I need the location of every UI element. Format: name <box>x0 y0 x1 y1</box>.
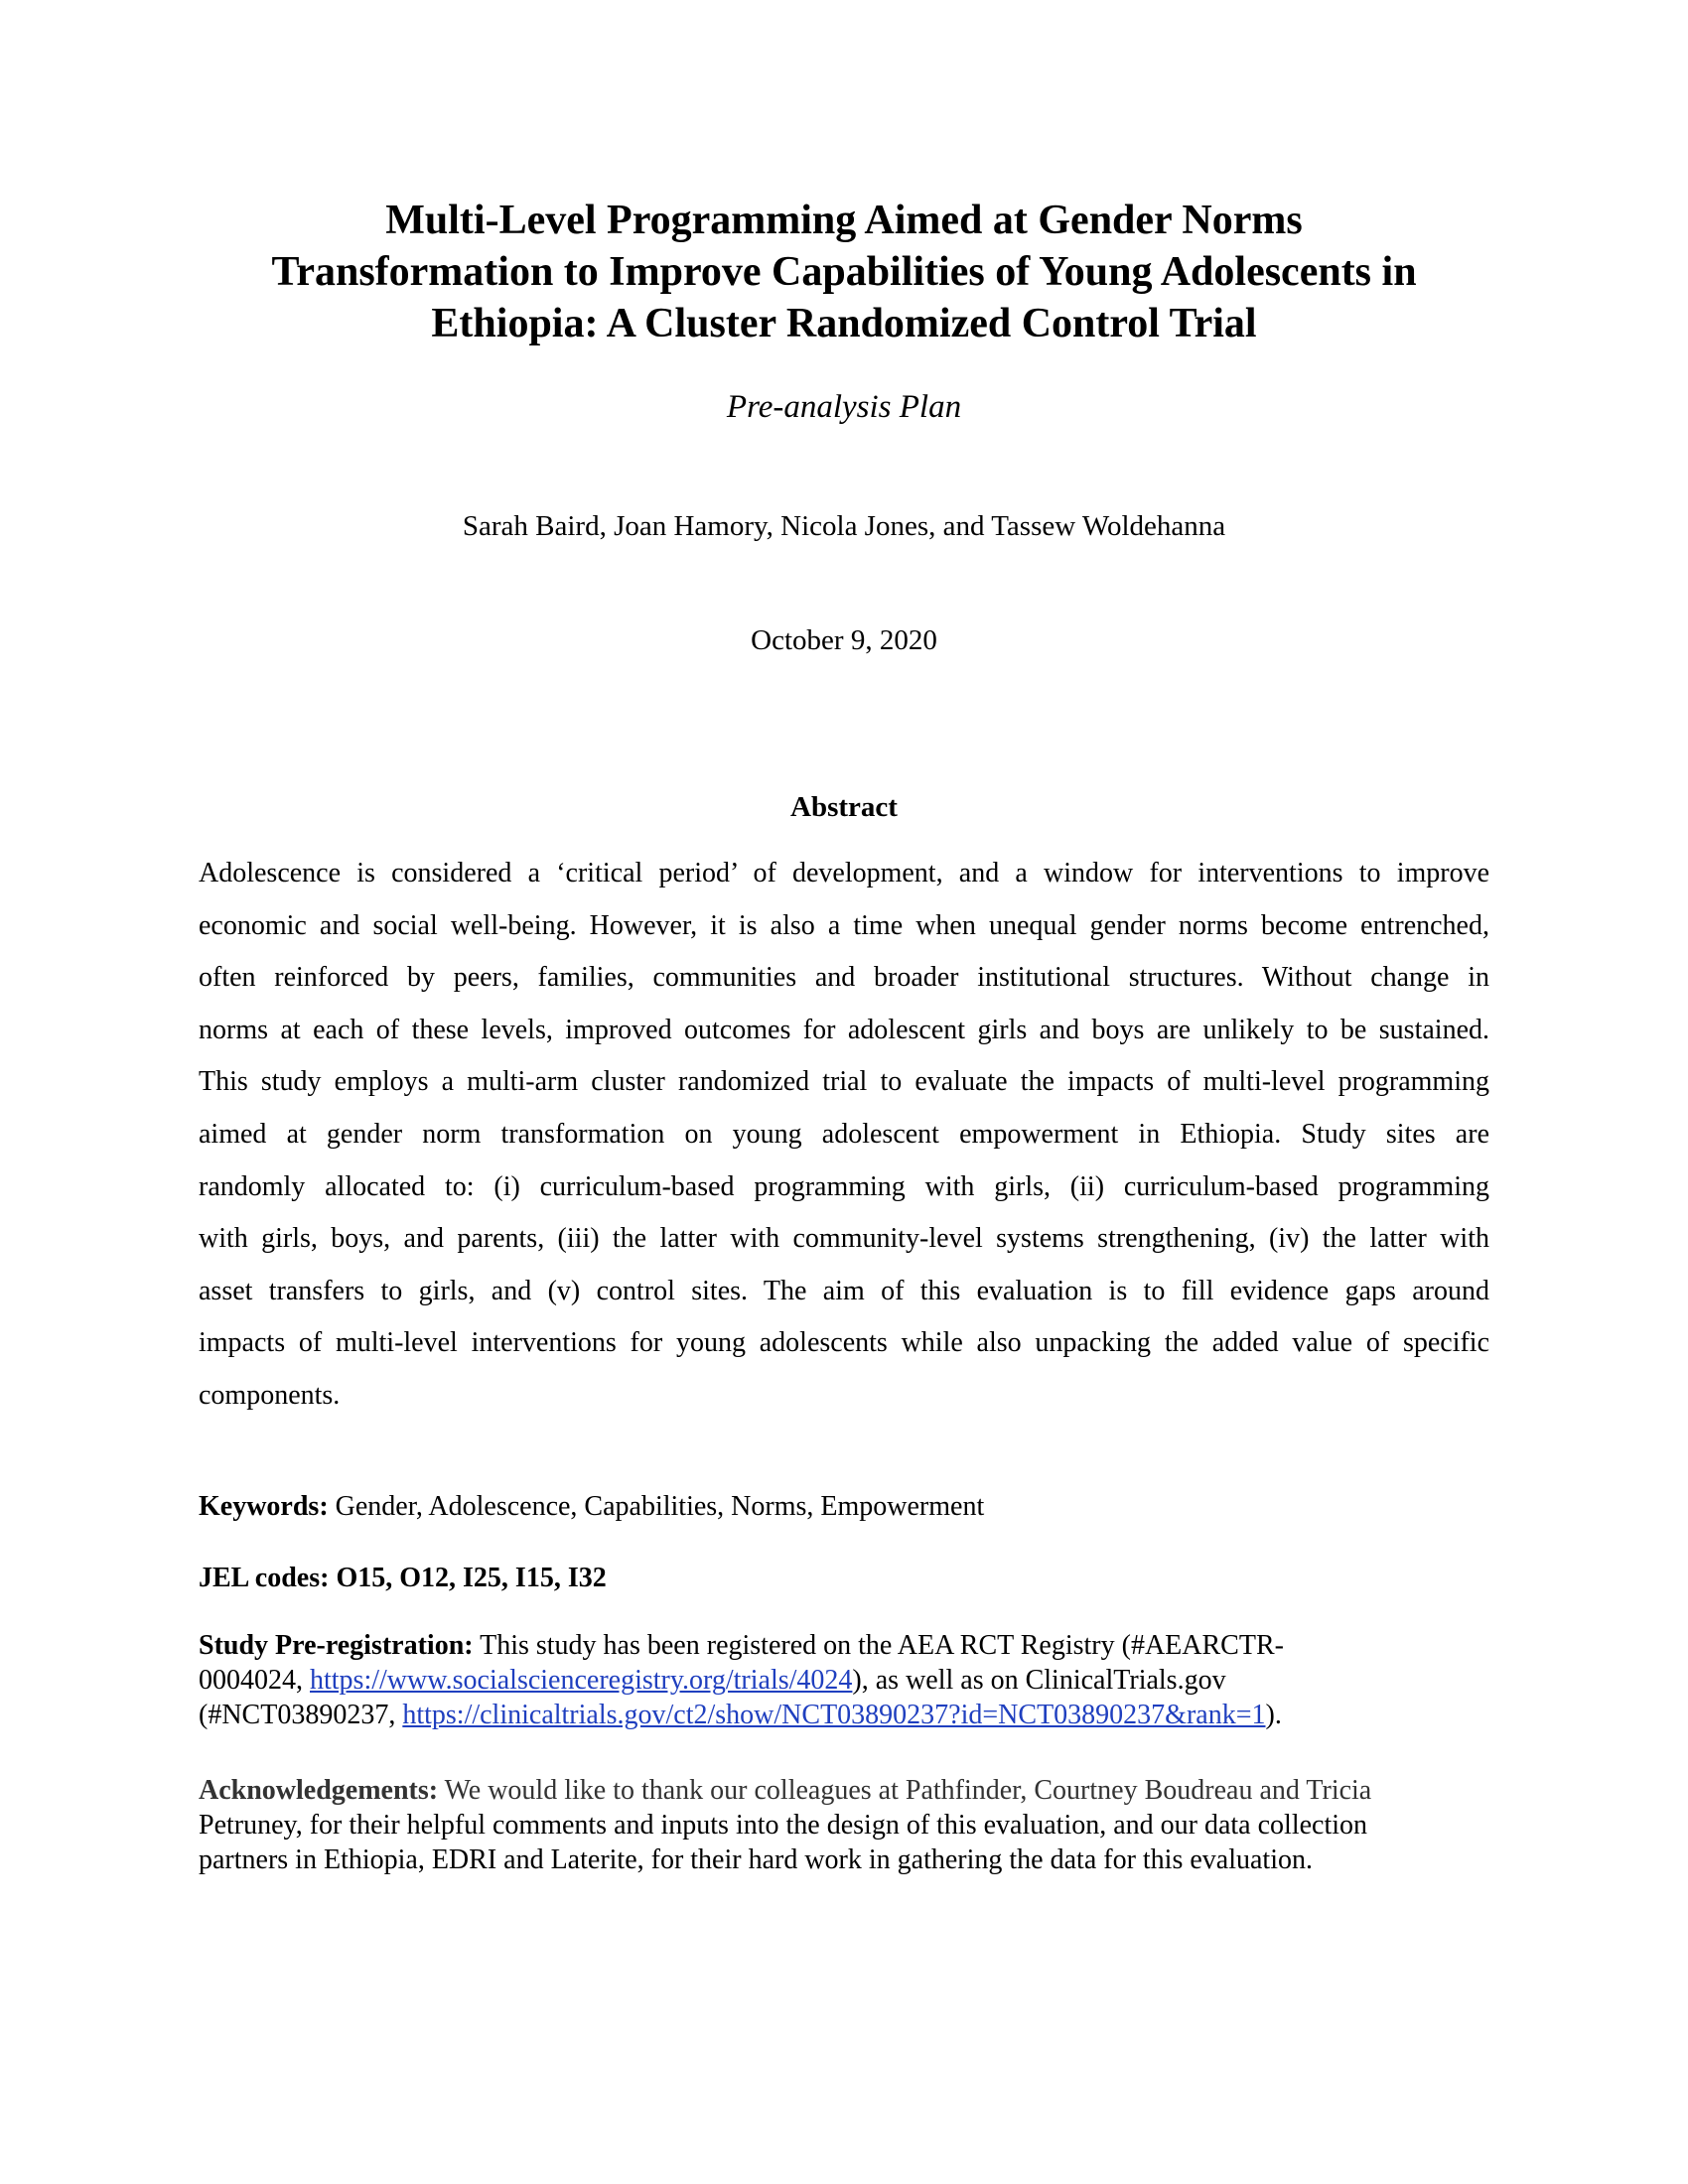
prereg-line-2 <box>199 1663 1489 1698</box>
ack-text: We would like to thank our colleagues at Pathfinder, Courtney Boudreau and Tricia <box>438 1775 1372 1806</box>
abstract-line: This study employs a multi-arm cluster randomized trial to evaluate the impacts of multi-level programming <box>199 1066 1489 1098</box>
jel-value: O15, O12, I25, I15, I32 <box>336 1563 607 1593</box>
acknowledgements-section <box>199 1773 1489 1877</box>
prereg-label: Study Pre-registration: <box>199 1630 474 1661</box>
paper-title <box>199 195 1489 349</box>
ack-line-3: partners in Ethiopia, EDRI and Laterite, for their hard work in gathering the data for this evaluation. <box>199 1844 1313 1875</box>
paper-subtitle: Pre-analysis Plan <box>726 389 962 425</box>
abstract-line: components. <box>199 1379 341 1411</box>
abstract-line: asset transfers to girls, and (v) control sites. The aim of this evaluation is to fill evidence gaps around <box>199 1275 1489 1306</box>
jel-label: JEL codes: <box>199 1563 337 1593</box>
jel-codes-section <box>199 1561 1489 1596</box>
abstract-body <box>199 848 1489 1423</box>
title-line-1: Multi-Level Programming Aimed at Gender Norms <box>385 198 1303 243</box>
keywords-section <box>199 1489 1489 1525</box>
keywords-value: Gender, Adolescence, Capabilities, Norms, Empowerment <box>328 1491 985 1522</box>
prereg-line-1 <box>199 1628 1489 1663</box>
prereg-text: (#NCT03890237, <box>199 1700 403 1730</box>
title-line-2: Transformation to Improve Capabilities of Young Adolescents in <box>271 249 1417 295</box>
abstract-line: Adolescence is considered a ‘critical period’ of development, and a window for interventions to improve <box>199 858 1489 888</box>
ack-line-2: Petruney, for their helpful comments and inputs into the design of this evaluation, and our data collection <box>199 1810 1368 1841</box>
abstract-line: aimed at gender norm transformation on young adolescent empowerment in Ethiopia. Study sites are <box>199 1118 1489 1150</box>
prereg-text: This study has been registered on the AEA RCT Registry (#AEARCTR- <box>473 1630 1284 1661</box>
abstract-line: impacts of multi-level interventions for young adolescents while also unpacking the added value of specific <box>199 1327 1489 1359</box>
abstract-line: norms at each of these levels, improved outcomes for adolescent girls and boys are unlikely to be sustained. <box>199 1014 1489 1045</box>
prereg-text: ), as well as on ClinicalTrials.gov <box>852 1665 1226 1696</box>
abstract-line: often reinforced by peers, families, communities and broader institutional structures. Without change in <box>199 962 1489 994</box>
prereg-line-3 <box>199 1698 1489 1732</box>
preregistration-section <box>199 1628 1489 1732</box>
publication-date: October 9, 2020 <box>751 624 937 656</box>
keywords-label: Keywords: <box>199 1491 329 1522</box>
abstract-heading: Abstract <box>790 791 898 823</box>
abstract-line: economic and social well-being. However, it is also a time when unequal gender norms become entrenched, <box>199 909 1489 941</box>
author-list: Sarah Baird, Joan Hamory, Nicola Jones, and Tassew Woldehanna <box>462 510 1226 542</box>
prereg-text: ). <box>1265 1700 1282 1730</box>
acknowledgements-label: Acknowledgements: <box>199 1775 439 1806</box>
document-page <box>199 0 1489 2184</box>
aea-registry-link[interactable]: https://www.socialscienceregistry.org/trials/4024 <box>310 1665 853 1696</box>
ack-line-1 <box>199 1773 1489 1808</box>
clinicaltrials-link[interactable]: https://clinicaltrials.gov/ct2/show/NCT03890237?id=NCT03890237&rank=1 <box>402 1700 1266 1730</box>
title-line-3: Ethiopia: A Cluster Randomized Control Trial <box>431 301 1257 346</box>
abstract-line: with girls, boys, and parents, (iii) the latter with community-level systems strengthening, (iv) the latter with <box>199 1223 1489 1255</box>
prereg-text: 0004024, <box>199 1665 310 1696</box>
abstract-line: randomly allocated to: (i) curriculum-based programming with girls, (ii) curriculum-based programming <box>199 1170 1489 1202</box>
